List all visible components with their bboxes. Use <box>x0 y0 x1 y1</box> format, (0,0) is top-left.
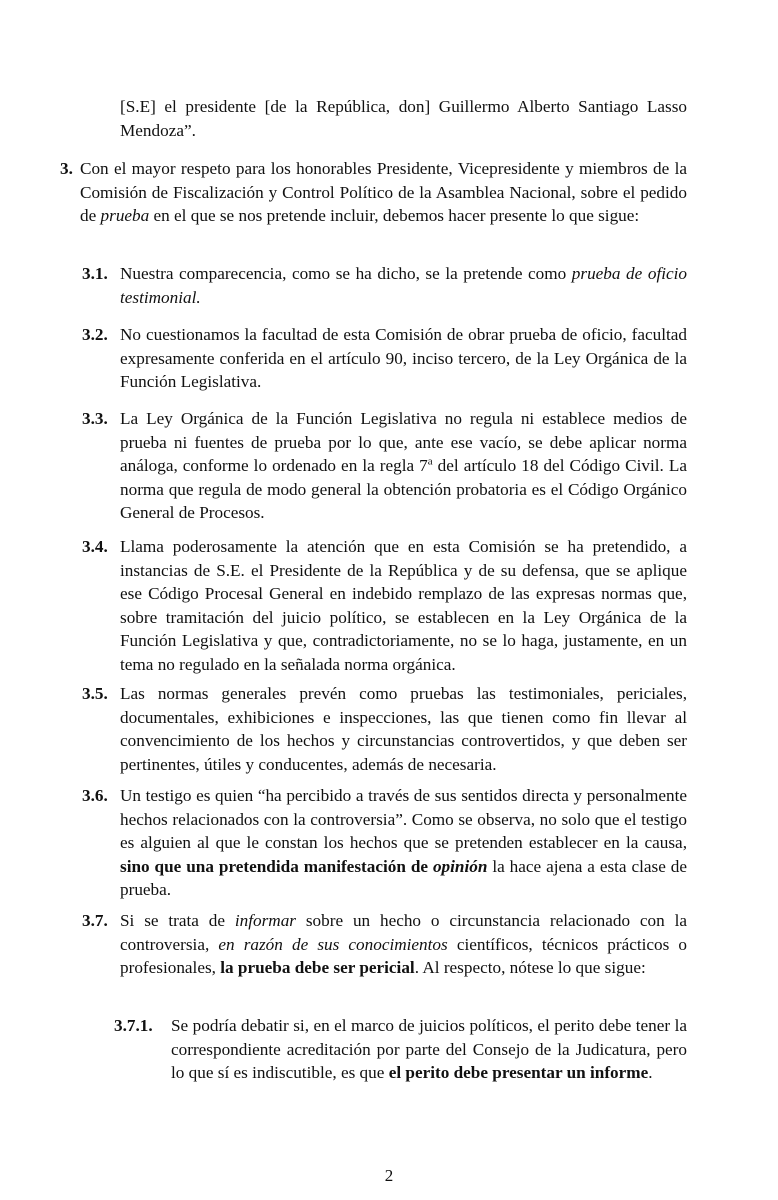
item-3-7-italic-2: en razón de sus conocimientos <box>218 934 448 954</box>
item-3-3-text2: del artículo 18 del Código Civil. La norma que regula de modo general la obtención probatoria es el Código Orgánico General de Procesos. <box>120 456 687 523</box>
page-number: 2 <box>384 1166 394 1185</box>
item-3-5-text: Las normas generales prevén como pruebas las testimoniales, periciales, documentales, exhibiciones e inspecciones, las que tienen como fin llevar al convencimiento de los hechos y circunstancias controvertidos, y que deben ser pertinentes, útiles y conducentes, además de necesaria. <box>120 684 687 774</box>
item-3-2-text: No cuestionamos la facultad de esta Comisión de obrar prueba de oficio, facultad expresamente conferida en el artículo 90, inciso tercero, de la Ley Orgánica de la Función Legislativa. <box>120 325 687 392</box>
section-3-italic: prueba <box>100 206 150 226</box>
item-3-7-1-number: 3.7.1. <box>114 1016 153 1035</box>
item-3-1-paragraph <box>120 262 687 309</box>
item-3-7-1-text2: . <box>648 1063 653 1083</box>
item-3-6-text: Un testigo es quien “ha percibido a través de sus sentidos directa y personalmente hechos relacionados con la controversia”. Como se observa, no solo que el testigo es alguien al que le constan los hechos que se pretenden establecer en la causa, <box>120 786 687 853</box>
item-3-3-text: La Ley Orgánica de la Función Legislativa no regula ni establece medios de prueba ni fuentes de prueba por lo que, ante ese vacío, se debe aplicar norma análoga, conforme lo ordenado en la regla 7 <box>120 409 687 476</box>
item-3-3-paragraph <box>120 407 687 525</box>
item-3-4-text: Llama poderosamente la atención que en esta Comisión se ha pretendido, a instancias de S.E. el Presidente de la República y de su defensa, que se aplique ese Código Procesal General en indebido remplazo de las expresas normas que, sobre tramitación del juicio político, se establecen en la Ley Orgánica de la Función Legislativa y que, contradictoriamente, no se lo haga, justamente, en un tema no regulado en la señalada norma orgánica. <box>120 537 687 674</box>
item-3-6-number: 3.6. <box>82 786 108 805</box>
item-3-6-text2: la hace ajena a esta clase de prueba. <box>120 856 687 900</box>
item-3-7-bold: la prueba debe ser pericial <box>220 958 415 978</box>
item-3-7-1-paragraph <box>171 1014 687 1085</box>
item-3-5-number: 3.5. <box>82 684 108 703</box>
item-3-6-bold-italic: opinión <box>432 856 488 876</box>
item-3-7-text4: . Al respecto, nótese lo que sigue: <box>414 958 646 978</box>
section-3-paragraph <box>80 157 687 228</box>
item-3-1-text: Nuestra comparecencia, como se ha dicho, se la pretende como <box>120 264 572 283</box>
item-3-6-bold: sino que una pretendida manifestación de <box>120 856 433 876</box>
section-3-text2: en el que se nos pretende incluir, debemos hacer presente lo que sigue: <box>149 206 640 226</box>
item-3-7-text3: científicos, técnicos prácticos o profesionales, <box>120 934 688 978</box>
item-3-7-1-text: Se podría debatir si, en el marco de juicios políticos, el perito debe tener la correspondiente acreditación por parte del Consejo de la Judicatura, pero lo que sí es indiscutible, es que <box>171 1016 687 1083</box>
intro-text: [S.E] el presidente [de la República, don] Guillermo Alberto Santiago Lasso Mendoza”. <box>120 97 687 140</box>
item-3-2-paragraph <box>120 323 687 394</box>
item-3-7-number: 3.7. <box>82 911 108 930</box>
item-3-6-paragraph <box>120 784 687 902</box>
section-3-number: 3. <box>60 159 73 178</box>
item-3-7-italic-1: informar <box>234 911 296 930</box>
item-3-3-superscript: a <box>427 455 433 468</box>
section-3-text: Con el mayor respeto para los honorables Presidente, Vicepresidente y miembros de la Comisión de Fiscalización y Control Político de la Asamblea Nacional, sobre el pedido de <box>80 159 687 226</box>
item-3-1-number: 3.1. <box>82 264 108 283</box>
item-3-7-1-bold: el perito debe presentar un informe <box>388 1063 649 1083</box>
item-3-5-paragraph <box>120 682 687 776</box>
item-3-7-text: Si se trata de <box>120 911 235 930</box>
item-3-7-paragraph <box>120 909 687 980</box>
item-3-7-text2: sobre un hecho o circunstancia relacionado con la controversia, <box>120 911 687 954</box>
item-3-1-italic: prueba de oficio testimonial. <box>120 264 687 307</box>
intro-paragraph <box>120 95 687 142</box>
item-3-2-number: 3.2. <box>82 325 108 344</box>
item-3-4-paragraph <box>120 535 687 677</box>
item-3-4-number: 3.4. <box>82 537 108 556</box>
item-3-3-number: 3.3. <box>82 409 108 428</box>
